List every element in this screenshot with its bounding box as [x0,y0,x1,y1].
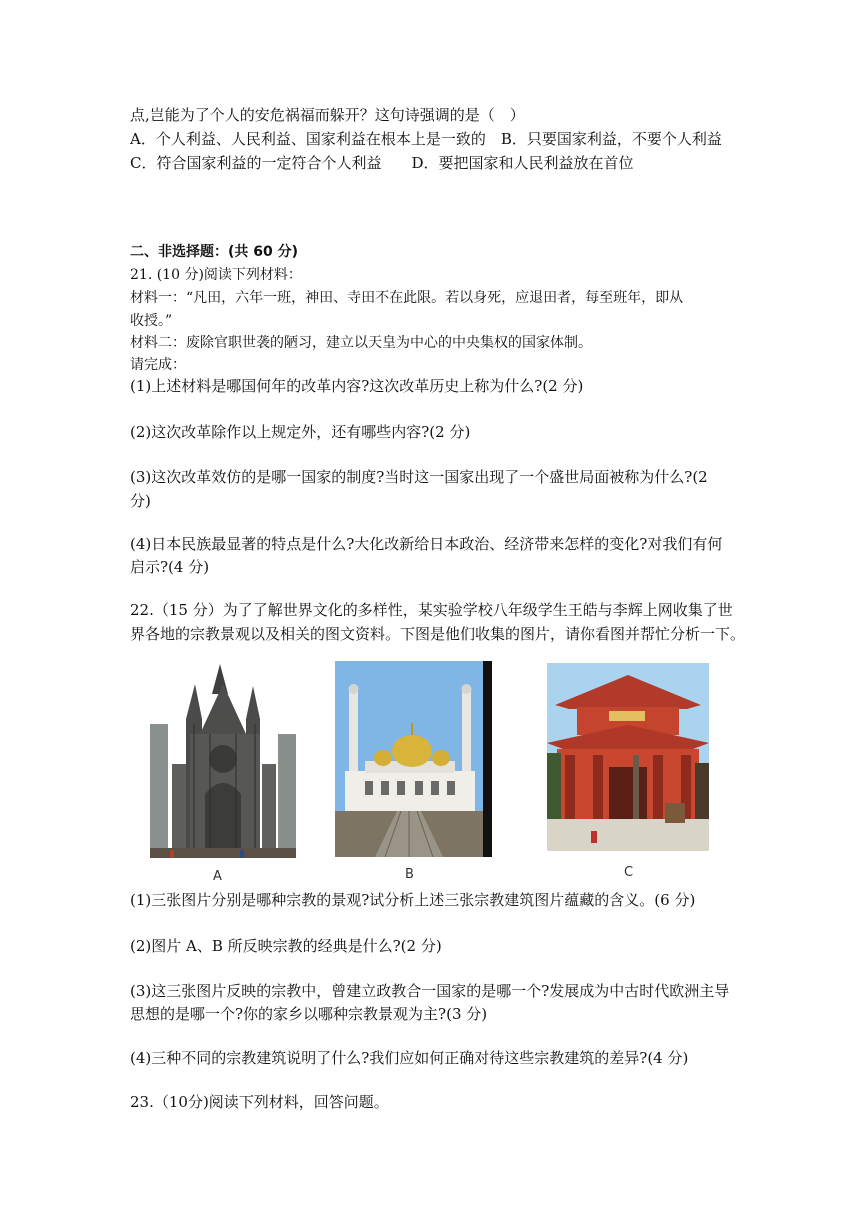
q22-sub4: (4)三种不同的宗教建筑说明了什么?我们应如何正确对待这些宗教建筑的差异?(4 分) [130,1049,689,1067]
q21-sub3-line2: 分) [130,492,151,510]
photo-b-mosque [335,661,492,857]
photo-c-chinese-temple [547,663,709,851]
q23-stem: 23.（10分)阅读下列材料，回答问题。 [130,1093,389,1111]
caption-c: C [624,865,634,880]
q22-sub3-line2: 思想的是哪一个?你的家乡以哪种宗教景观为主?(3 分) [130,1005,488,1023]
q20-options-line2: C．符合国家利益的一定符合个人利益 D．要把国家和人民利益放在首位 [130,154,634,172]
q22-stem-line2: 界各地的宗教景观以及相关的图文资料。下图是他们收集的图片，请你看图并帮忙分析一下。 [130,625,746,643]
q22-stem-line1: 22.（15 分）为了了解世界文化的多样性，某实验学校八年级学生王皓与李辉上网收集了世 [130,601,733,619]
q21-sub4-line1: (4)日本民族最显著的特点是什么?大化改新给日本政治、经济带来怎样的变化?对我们有何 [130,535,723,553]
q21-material1-line2: 收授。” [130,313,173,329]
section-heading: 二、非选择题：(共 60 分) [130,244,299,260]
q21-material1-line1: 材料一：“凡田，六年一班，神田、寺田不在此限。若以身死，应退田者，每至班年，即从 [130,290,684,306]
q20-options-line1: A．个人利益、人民利益、国家利益在根本上是一致的 B．只要国家利益，不要个人利益 [130,130,722,148]
q21-sub2: (2)这次改革除作以上规定外，还有哪些内容?(2 分) [130,423,471,441]
q22-sub2: (2)图片 A、B 所反映宗教的经典是什么?(2 分) [130,937,442,955]
photo-a-gothic-cathedral [150,664,296,858]
q21-sub4-line2: 启示?(4 分) [130,558,210,576]
q21-instruction: 请完成： [130,357,186,373]
caption-a: A [213,869,222,884]
q21-sub3-line1: (3)这次改革效仿的是哪一国家的制度?当时这一国家出现了一个盛世局面被称为什么?(2 [130,468,708,486]
q22-sub3-line1: (3)这三张图片反映的宗教中，曾建立政教合一国家的是哪一个?发展成为中古时代欧洲主导 [130,982,730,1000]
caption-b: B [405,867,414,882]
q21-stem: 21. (10 分)阅读下列材料： [130,267,302,283]
q21-material2: 材料二：废除官职世袭的陋习，建立以天皇为中心的中央集权的国家体制。 [130,335,592,351]
q20-stem: 点,岂能为了个人的安危祸福而躲开？这句诗强调的是（ ） [130,106,525,124]
q21-sub1: (1)上述材料是哪国何年的改革内容?这次改革历史上称为什么?(2 分) [130,377,584,395]
q22-sub1: (1)三张图片分别是哪种宗教的景观?试分析上述三张宗教建筑图片蕴藏的含义。(6 分) [130,891,696,909]
